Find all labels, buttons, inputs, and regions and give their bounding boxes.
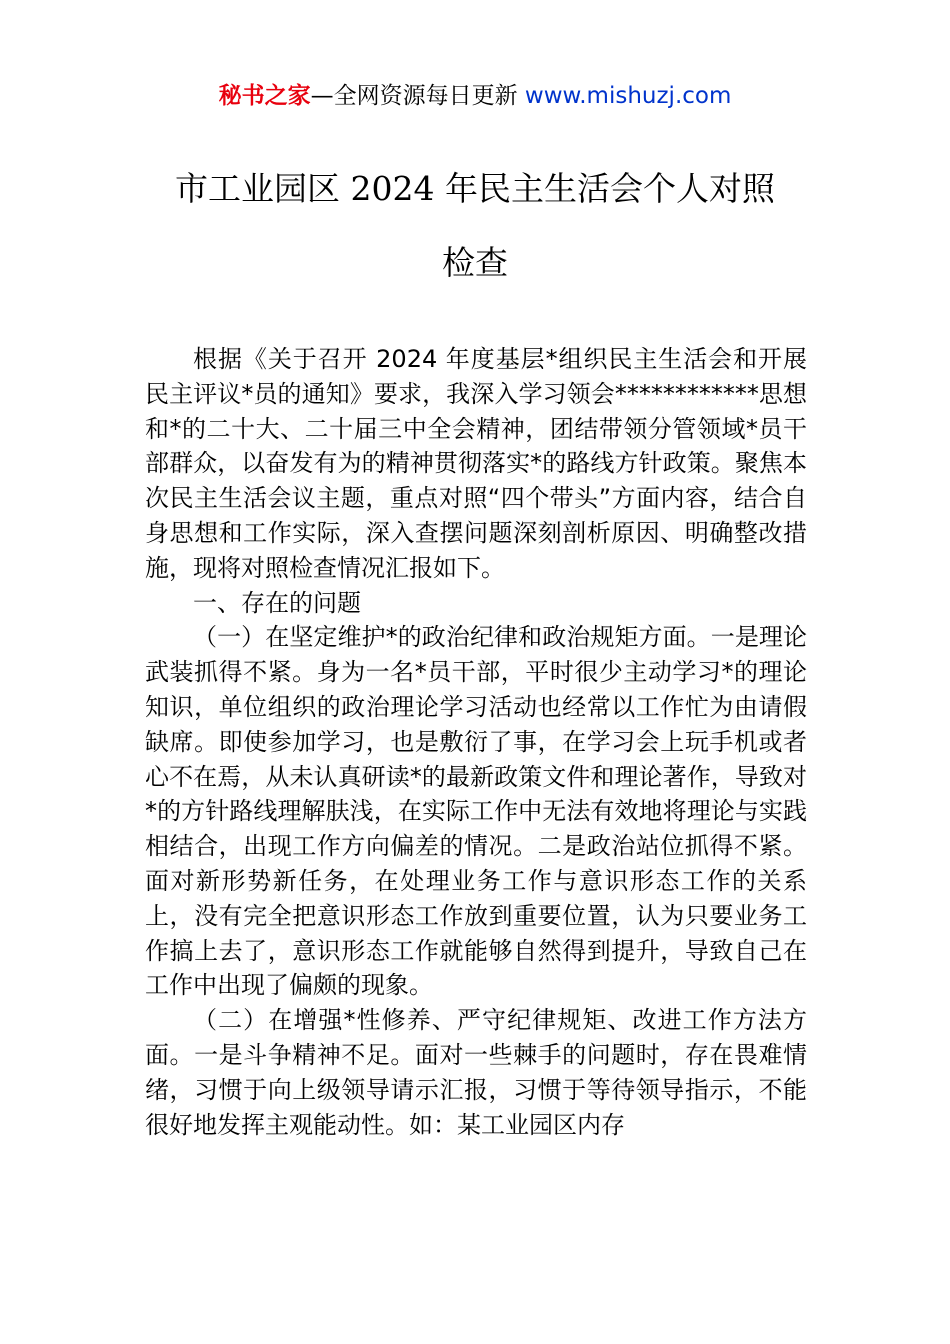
body-paragraph: （一）在坚定维护*的政治纪律和政治规矩方面。一是理论武装抓得不紧。身为一名*员干部，平时很少主动学习*的理论知识，单位组织的政治理论学习活动也经常以工作忙为由请假缺席。即使参加学习，也是敷衍了事，在学习会上玩手机或者心不在焉，从未认真研读*的最新政策文件和理论著作，导致对*的方针路线理解肤浅，在实际工作中无法有效地将理论与实践相结合，出现工作方向偏差的情况。二是政治站位抓得不紧。面对新形势新任务，在处理业务工作与意识形态工作的关系上，没有完全把意识形态工作放到重要位置，认为只要业务工作搞上去了，意识形态工作就能够自然得到提升，导致自己在工作中出现了偏颇的现象。: [145, 623, 807, 1000]
body-paragraph: （二）在增强*性修养、严守纪律规矩、改进工作方法方面。一是斗争精神不足。面对一些棘手的问题时，存在畏难情绪，习惯于向上级领导请示汇报，习惯于等待领导指示，不能很好地发挥主观能动性。如：某工业园区内存: [145, 1006, 807, 1139]
document-body: [145, 342, 807, 1142]
document-title-line-2: 检查: [442, 243, 508, 282]
site-url-link[interactable]: www.mishuzj.com: [524, 83, 732, 109]
document-title-line-1: 市工业园区 2024 年民主生活会个人对照: [175, 169, 775, 208]
site-header: [0, 80, 950, 112]
intro-paragraph: 根据《关于召开 2024 年度基层*组织民主生活会和开展民主评议*员的通知》要求，我深入学习领会************思想和*的二十大、二十届三中全会精神，团结带领分管领域*员干部群众，以奋发有为的精神贯彻落实*的路线方针政策。聚焦本次民主生活会议主题，重点对照“四个带头”方面内容，结合自身思想和工作实际，深入查摆问题深刻剖析原因、明确整改措施，现将对照检查情况汇报如下。: [145, 345, 807, 582]
site-brand: 秘书之家: [218, 83, 311, 109]
document-title: [145, 152, 805, 300]
section-heading: 一、存在的问题: [193, 588, 361, 617]
site-tagline: —全网资源每日更新: [310, 83, 525, 109]
